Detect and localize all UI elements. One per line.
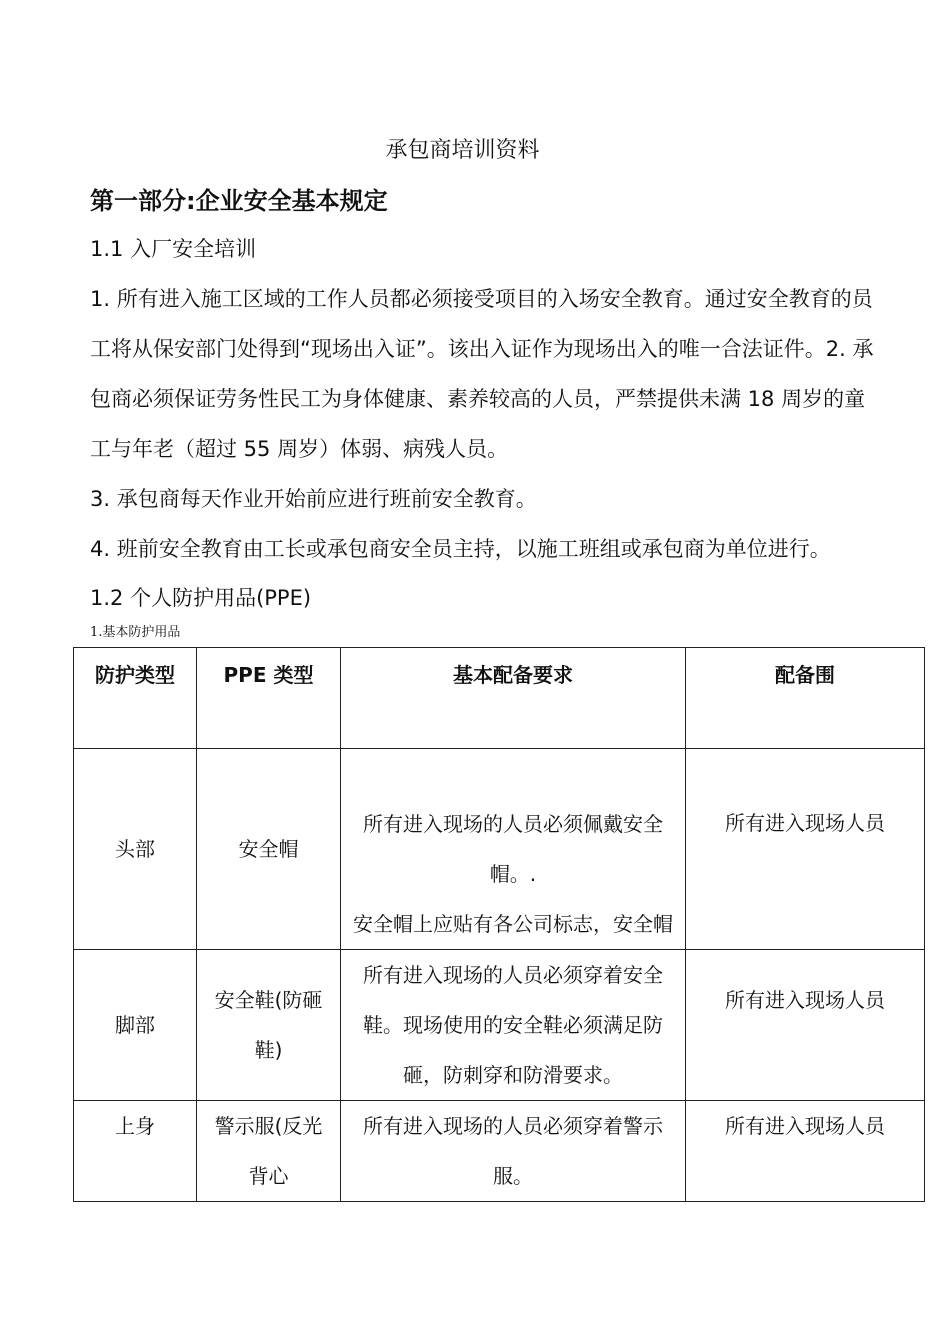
table-row [74,950,925,1101]
cell-ppe-type: 警示服(反光背心 [197,1101,341,1202]
cell-scope: 所有进入现场人员 [686,749,925,950]
cell-ppe-type: 安全鞋(防砸鞋) [197,950,341,1101]
cell-requirement: 所有进入现场的人员必须穿着安全鞋。现场使用的安全鞋必须满足防砸，防刺穿和防滑要求。 [341,950,686,1101]
requirement-text: 所有进入现场的人员必须佩戴安全帽。. 安全帽上应贴有各公司标志，安全帽 [353,812,673,936]
document-title: 承包商培训资料 [385,138,540,163]
cell-requirement [341,749,686,950]
header-requirement: 基本配备要求 [341,648,686,749]
paragraph-3 [90,524,880,574]
cell-ppe-type: 安全帽 [197,749,341,950]
cell-protection-type: 头部 [74,749,197,950]
header-ppe-type: PPE 类型 [197,648,341,749]
paragraph-3-text: 4. 班前安全教育由工长或承包商安全员主持，以施工班组或承包商为单位进行。 [90,537,831,561]
ppe-table [73,647,925,1202]
table-row [74,749,925,950]
table-row [74,1101,925,1202]
cell-protection-type: 脚部 [74,950,197,1101]
table-header-row [74,648,925,749]
requirement-text-wrap [351,749,675,949]
cell-scope: 所有进入现场人员 [686,950,925,1101]
cell-protection-type: 上身 [74,1101,197,1202]
paragraph-1-text: 1. 所有进入施工区域的工作人员都必须接受项目的入场安全教育。通过安全教育的员工将从保安部门处得到“现场出入证”。该出入证作为现场出入的唯一合法证件。2. 承包商必须保证劳务性民工为身体健康、素养较高的人员，严禁提供未满 18 周岁的童工与年老（超过 55 周岁）体弱、病残人员。 [90,287,874,461]
header-protection-type: 防护类型 [74,648,197,749]
paragraph-1 [90,274,880,474]
subsection-heading-1-2: 1.2 个人防护用品(PPE) [90,586,312,610]
header-scope: 配备围 [686,648,925,749]
paragraph-2-text: 3. 承包商每天作业开始前应进行班前安全教育。 [90,487,537,511]
section-heading: 第一部分:企业安全基本规定 [90,187,388,215]
cell-requirement: 所有进入现场的人员必须穿着警示服。 [341,1101,686,1202]
table-caption: 1.基本防护用品 [90,625,181,640]
paragraph-2 [90,474,880,524]
subsection-heading-1-1: 1.1 入厂安全培训 [90,237,257,261]
cell-scope: 所有进入现场人员 [686,1101,925,1202]
